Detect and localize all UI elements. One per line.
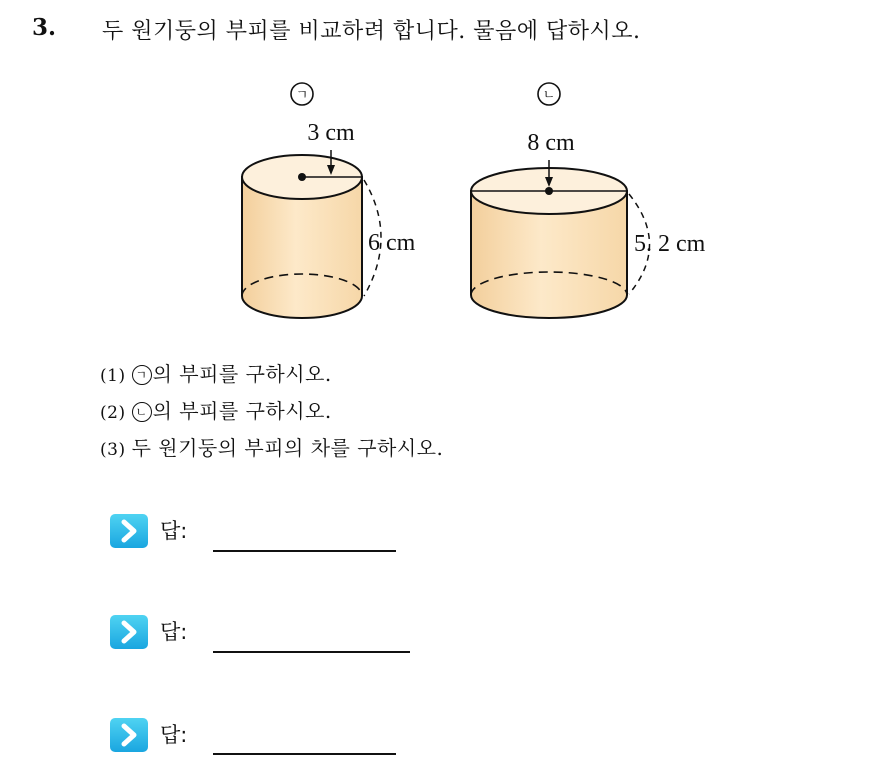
question-number: 3.: [32, 14, 57, 41]
answer-label: 답:: [160, 620, 188, 644]
answer-input-1[interactable]: [213, 550, 396, 552]
cylinder-a-center: [298, 173, 306, 181]
chevron-right-icon: [110, 615, 148, 649]
marker-b: ㄴ: [542, 87, 556, 102]
answer-input-2[interactable]: [213, 651, 410, 653]
subquestion-number: (3): [100, 440, 126, 460]
marker-b-inline: ㄴ: [132, 402, 152, 422]
marker-a-inline: ㄱ: [132, 365, 152, 385]
marker-a: ㄱ: [295, 87, 309, 102]
cylinder-b: [471, 83, 706, 318]
subquestion-text: 의 부피를 구하시오.: [152, 362, 332, 386]
cylinder-b-center: [545, 187, 553, 195]
subquestion-1: [100, 358, 332, 387]
answer-label: 답:: [160, 723, 188, 747]
subquestion-number: (1): [100, 366, 126, 386]
chevron-right-icon: [110, 514, 148, 548]
cylinder-b-diameter-label: 8 cm: [527, 130, 575, 156]
cylinder-a-radius-label: 3 cm: [307, 120, 355, 146]
chevron-right-icon: [110, 718, 148, 752]
subquestion-2: [100, 395, 332, 424]
subquestion-number: (2): [100, 403, 126, 423]
cylinder-a-height-label: 6 cm: [368, 230, 416, 256]
subquestion-text: 두 원기둥의 부피의 차를 구하시오.: [131, 436, 444, 460]
answer-input-3[interactable]: [213, 753, 396, 755]
cylinder-b-height-label: 5. 2 cm: [634, 231, 706, 257]
cylinders-figure: [0, 0, 884, 340]
subquestion-3: [100, 432, 443, 461]
question-text: 두 원기둥의 부피를 비교하려 합니다. 물음에 답하시오.: [102, 19, 641, 44]
cylinder-a: [242, 83, 416, 318]
answer-label: 답:: [160, 519, 188, 543]
subquestion-text: 의 부피를 구하시오.: [152, 399, 332, 423]
